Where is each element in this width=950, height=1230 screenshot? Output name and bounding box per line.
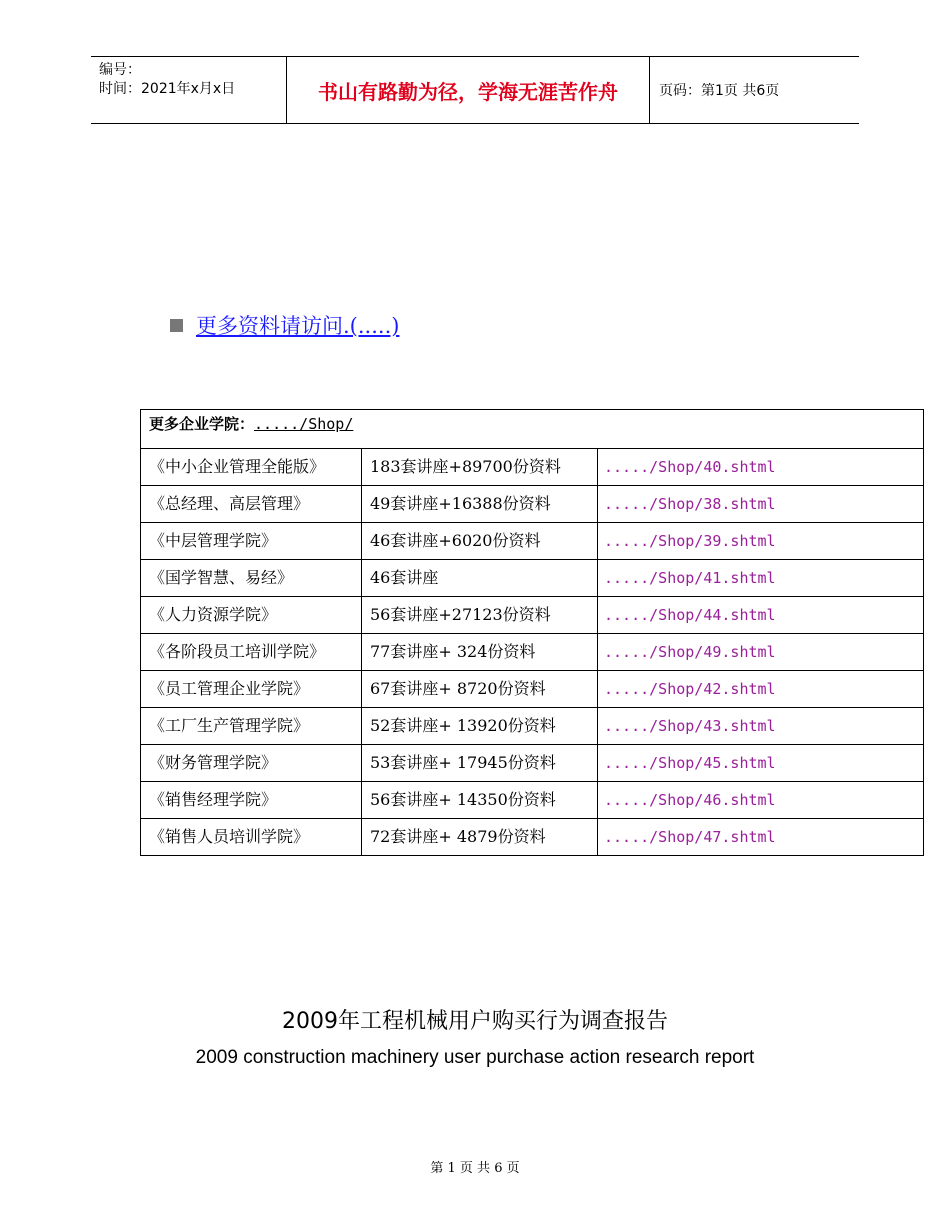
- course-desc-cell: 56套讲座+ 14350份资料: [362, 782, 598, 819]
- course-name-cell: 《各阶段员工培训学院》: [141, 634, 362, 671]
- course-link-cell[interactable]: ...../Shop/40.shtml: [598, 449, 924, 486]
- course-link-cell[interactable]: ...../Shop/39.shtml: [598, 523, 924, 560]
- square-bullet-icon: [170, 319, 183, 332]
- course-name-cell: 《中小企业管理全能版》: [141, 449, 362, 486]
- course-desc-cell: 49套讲座+16388份资料: [362, 486, 598, 523]
- header-page-info: 页码：第1页 共6页: [659, 83, 780, 99]
- course-name-cell: 《总经理、高层管理》: [141, 486, 362, 523]
- page-footer: 第 1 页 共 6 页: [430, 1161, 520, 1176]
- course-link-cell[interactable]: ...../Shop/43.shtml: [598, 708, 924, 745]
- course-name-cell: 《人力资源学院》: [141, 597, 362, 634]
- time-label: 时间：2021年x月x日: [99, 81, 236, 97]
- course-desc-cell: 183套讲座+89700份资料: [362, 449, 598, 486]
- course-desc-cell: 67套讲座+ 8720份资料: [362, 671, 598, 708]
- table-row: [141, 708, 924, 745]
- table-row: [141, 745, 924, 782]
- more-resources: [170, 310, 399, 340]
- table-row: [141, 560, 924, 597]
- table-row: [141, 597, 924, 634]
- catalog-header-row: [141, 410, 924, 449]
- course-desc-cell: 46套讲座: [362, 560, 598, 597]
- table-row: [141, 782, 924, 819]
- header-meta: [91, 57, 287, 123]
- course-name-cell: 《财务管理学院》: [141, 745, 362, 782]
- course-desc-cell: 52套讲座+ 13920份资料: [362, 708, 598, 745]
- table-row: [141, 449, 924, 486]
- table-row: [141, 486, 924, 523]
- course-name-cell: 《中层管理学院》: [141, 523, 362, 560]
- report-title-cn: 2009年工程机械用户购买行为调查报告: [282, 1009, 668, 1034]
- course-desc-cell: 53套讲座+ 17945份资料: [362, 745, 598, 782]
- catalog-header-cell: [141, 410, 924, 449]
- course-link-cell[interactable]: ...../Shop/49.shtml: [598, 634, 924, 671]
- course-desc-cell: 77套讲座+ 324份资料: [362, 634, 598, 671]
- course-desc-cell: 72套讲座+ 4879份资料: [362, 819, 598, 856]
- table-row: [141, 671, 924, 708]
- course-link-cell[interactable]: ...../Shop/41.shtml: [598, 560, 924, 597]
- catalog-header-link[interactable]: ...../Shop/: [254, 415, 354, 433]
- course-name-cell: 《员工管理企业学院》: [141, 671, 362, 708]
- course-name-cell: 《工厂生产管理学院》: [141, 708, 362, 745]
- course-desc-cell: 56套讲座+27123份资料: [362, 597, 598, 634]
- course-desc-cell: 46套讲座+6020份资料: [362, 523, 598, 560]
- course-link-cell[interactable]: ...../Shop/38.shtml: [598, 486, 924, 523]
- table-row: [141, 523, 924, 560]
- number-label: 编号：: [99, 62, 141, 78]
- report-title-en: 2009 construction machinery user purchase action research report: [195, 1047, 755, 1068]
- catalog-header-label: 更多企业学院：: [149, 415, 255, 433]
- course-link-cell[interactable]: ...../Shop/42.shtml: [598, 671, 924, 708]
- catalog-table: [140, 409, 924, 856]
- document-header: [91, 56, 859, 124]
- course-name-cell: 《国学智慧、易经》: [141, 560, 362, 597]
- table-row: [141, 819, 924, 856]
- course-link-cell[interactable]: ...../Shop/46.shtml: [598, 782, 924, 819]
- table-row: [141, 634, 924, 671]
- course-name-cell: 《销售人员培训学院》: [141, 819, 362, 856]
- header-motto: 书山有路勤为径，学海无涯苦作舟: [287, 57, 650, 123]
- course-link-cell[interactable]: ...../Shop/45.shtml: [598, 745, 924, 782]
- course-link-cell[interactable]: ...../Shop/47.shtml: [598, 819, 924, 856]
- course-name-cell: 《销售经理学院》: [141, 782, 362, 819]
- more-resources-link[interactable]: 更多资料请访问.(.....): [196, 314, 400, 338]
- course-link-cell[interactable]: ...../Shop/44.shtml: [598, 597, 924, 634]
